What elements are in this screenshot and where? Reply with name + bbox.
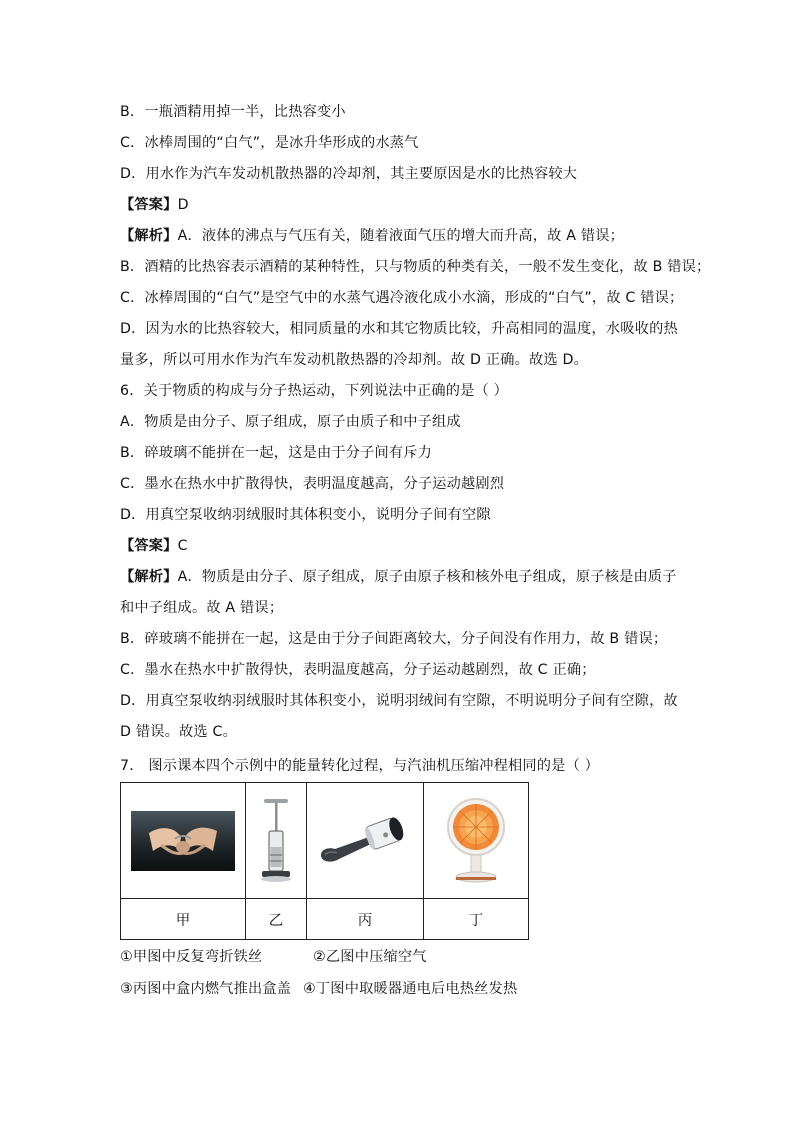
- q5-option-d: D．用水作为汽车发动机散热器的冷却剂，其主要原因是水的比热容较大: [120, 166, 578, 182]
- label-yi: 乙: [246, 899, 307, 940]
- q5-analysis-a: [120, 226, 624, 246]
- bending-wire-hands-image: [131, 811, 235, 871]
- q6-option-c: C．墨水在热水中扩散得快，表明温度越高，分子运动越剧烈: [120, 476, 505, 492]
- q7-item-2: ②乙图中压缩空气: [313, 949, 427, 965]
- analysis-text: A．液体的沸点与气压有关，随着液面气压的增大而升高，故 A 错误；: [177, 228, 625, 244]
- q7-item-4: ④丁图中取暖器通电后电热丝发热: [303, 981, 518, 997]
- figure-table: [120, 782, 529, 940]
- q6-option-d: D．用真空泵收纳羽绒服时其体积变小，说明分子间有空隙: [120, 507, 491, 523]
- q7-stem: 7． 图示课本四个示例中的能量转化过程，与汽油机压缩冲程相同的是（ ）: [120, 758, 600, 774]
- figure-cell-ding: [424, 783, 529, 899]
- label-bing: 丙: [307, 899, 424, 940]
- q6-answer: [120, 536, 188, 556]
- figure-cell-jia: [121, 783, 246, 899]
- q6-option-a: A．物质是由分子、原子组成，原子由质子和中子组成: [120, 414, 461, 430]
- answer-value: D: [177, 197, 189, 213]
- q6-analysis-d1: D．用真空泵收纳羽绒服时其体积变小，说明羽绒间有空隙，不明说明分子间有空隙，故: [120, 693, 678, 709]
- answer-tag: 【答案】: [120, 538, 178, 554]
- q5-analysis-b: B．酒精的比热容表示酒精的某种特性，只与物质的种类有关，一般不发生变化，故 B 错误；: [120, 259, 711, 275]
- electric-heater-image: [444, 795, 508, 887]
- figure-cell-bing: [307, 783, 424, 899]
- analysis-tag: 【解析】: [120, 569, 178, 585]
- q6-option-b: B．碎玻璃不能拼在一起，这是由于分子间有斥力: [120, 445, 433, 461]
- q5-answer: [120, 195, 189, 215]
- q6-stem: 6．关于物质的构成与分子热运动，下列说法中正确的是（ ）: [120, 383, 509, 399]
- q7-item-3: ③丙图中盒内燃气推出盒盖: [120, 981, 292, 997]
- air-compression-cylinder-image: [256, 795, 296, 887]
- label-jia: 甲: [121, 899, 246, 940]
- q5-analysis-d2: 量多，所以可用水作为汽车发动机散热器的冷却剂。故 D 正确。故选 D。: [120, 352, 589, 368]
- q6-analysis-a1: [120, 567, 677, 587]
- answer-value: C: [177, 538, 188, 554]
- q6-analysis-c: C．墨水在热水中扩散得快，表明温度越高，分子运动越剧烈，故 C 正确；: [120, 662, 596, 678]
- combustion-box-image: [315, 811, 415, 871]
- q5-option-c: C．冰棒周围的“白气”，是冰升华形成的水蒸气: [120, 135, 419, 151]
- analysis-tag: 【解析】: [120, 228, 178, 244]
- q5-analysis-d1: D．因为水的比热容较大，相同质量的水和其它物质比较，升高相同的温度，水吸收的热: [120, 321, 678, 337]
- q6-analysis-d2: D 错误。故选 C。: [120, 724, 237, 740]
- q5-analysis-c: C．冰棒周围的“白气”是空气中的水蒸气遇冷液化成小水滴，形成的“白气”，故 C 错误；: [120, 290, 684, 306]
- q6-analysis-a2: 和中子组成。故 A 错误；: [120, 600, 284, 616]
- label-ding: 丁: [424, 899, 529, 940]
- figure-cell-yi: [246, 783, 307, 899]
- answer-tag: 【答案】: [120, 197, 178, 213]
- analysis-text: A．物质是由分子、原子组成，原子由原子核和核外电子组成，原子核是由质子: [177, 569, 677, 585]
- q6-analysis-b: B．碎玻璃不能拼在一起，这是由于分子间距离较大，分子间没有作用力，故 B 错误；: [120, 631, 668, 647]
- q5-option-b: B．一瓶酒精用掉一半，比热容变小: [120, 104, 346, 120]
- q7-item-1: ①甲图中反复弯折铁丝: [120, 949, 263, 965]
